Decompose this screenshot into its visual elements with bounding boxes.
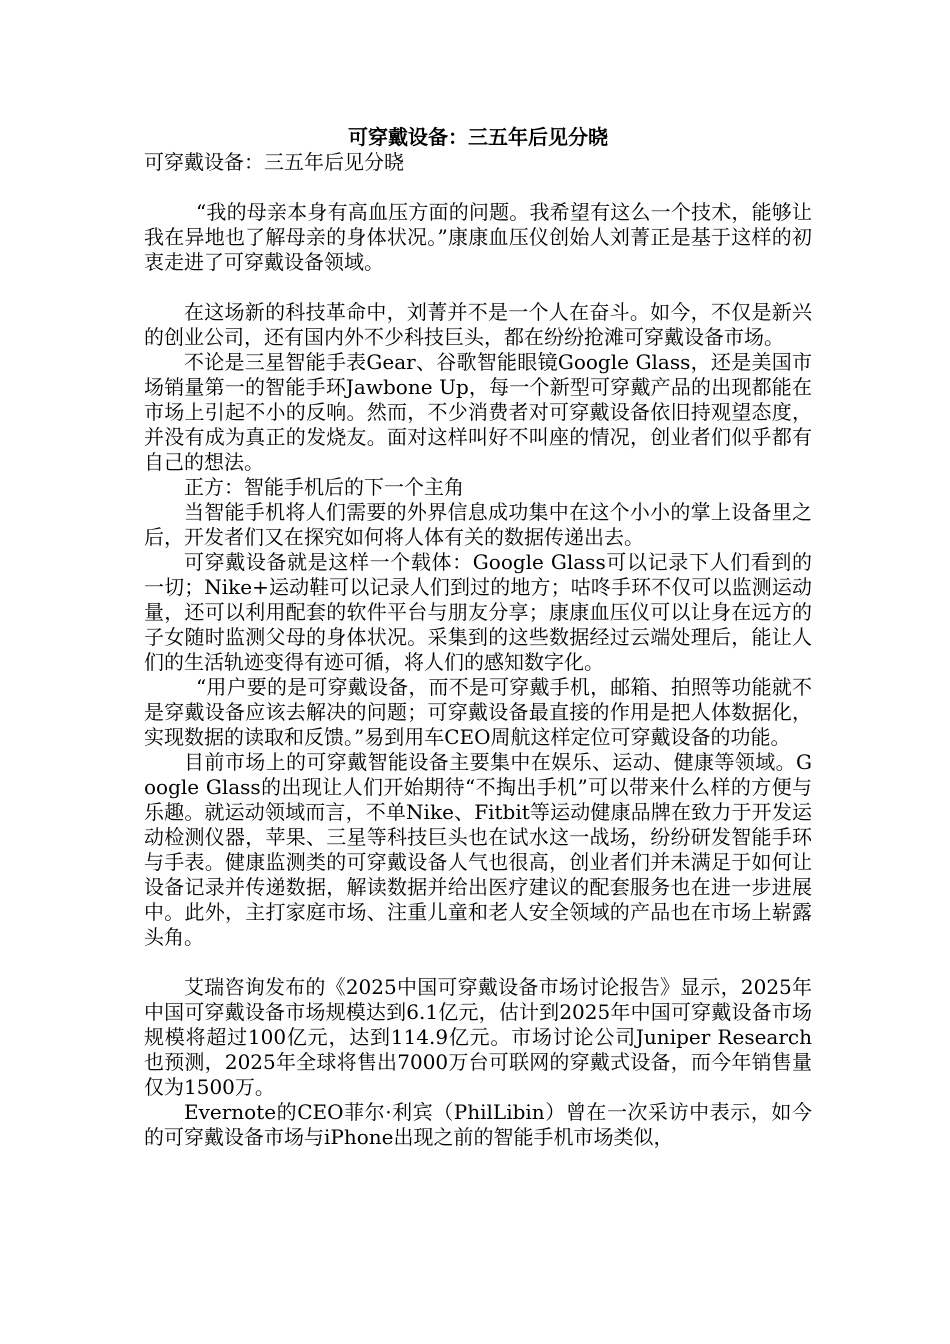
- paragraph-gap: [144, 950, 812, 975]
- paragraph-5: 可穿戴设备就是这样一个载体：Google Glass可以记录下人们看到的一切；Nike+运动鞋可以记录人们到过的地方；咕咚手环不仅可以监测运动量，还可以利用配套的软件平台与朋友分享；康康血压仪可以让身在远方的子女随时监测父母的身体状况。采集到的这些数据经过云端处理后，能让人们的生活轨迹变得有迹可循，将人们的感知数字化。: [144, 550, 812, 674]
- document-page: [144, 118, 812, 1150]
- paragraph-1: “我的母亲本身有高血压方面的问题。我希望有这么一个技术，能够让我在异地也了解母亲的身体状况。”康康血压仪创始人刘菁正是基于这样的初衷走进了可穿戴设备领域。: [144, 200, 812, 274]
- paragraph-4: 当智能手机将人们需要的外界信息成功集中在这个小小的掌上设备里之后，开发者们又在探究如何将人体有关的数据传递出去。: [144, 500, 812, 549]
- paragraph-gap: [144, 275, 812, 300]
- document-subtitle: 可穿戴设备：三五年后见分晓: [144, 150, 404, 174]
- document-title: 可穿戴设备：三五年后见分晓: [348, 125, 608, 149]
- paragraph-6: “用户要的是可穿戴设备，而不是可穿戴手机，邮箱、拍照等功能就不是穿戴设备应该去解决的问题；可穿戴设备最直接的作用是把人体数据化，实现数据的读取和反馈。”易到用车CEO周航这样定位可穿戴设备的功能。: [144, 675, 812, 749]
- paragraph-8: 艾瑞咨询发布的《2025中国可穿戴设备市场讨论报告》显示，2025年中国可穿戴设备市场规模达到6.1亿元，估计到2025年中国可穿戴设备市场规模将超过100亿元，达到114.9亿元。市场讨论公司Juniper Research也预测，2025年全球将售出7000万台可联网的穿戴式设备，而今年销售量仅为1500万。: [144, 975, 812, 1099]
- paragraph-3: 不论是三星智能手表Gear、谷歌智能眼镜Google Glass，还是美国市场销量第一的智能手环Jawbone Up，每一个新型可穿戴产品的出现都能在市场上引起不小的反响。然而，不少消费者对可穿戴设备依旧持观望态度，并没有成为真正的发烧友。面对这样叫好不叫座的情况，创业者们似乎都有自己的想法。: [144, 350, 812, 474]
- paragraph-2: 在这场新的科技革命中，刘菁并不是一个人在奋斗。如今，不仅是新兴的创业公司，还有国内外不少科技巨头，都在纷纷抢滩可穿戴设备市场。: [144, 300, 812, 349]
- paragraph-7: 目前市场上的可穿戴智能设备主要集中在娱乐、运动、健康等领域。Google Glass的出现让人们开始期待“不掏出手机”可以带来什么样的方便与乐趣。就运动领域而言，不单Nike、Fitbit等运动健康品牌在致力于开发运动检测仪器，苹果、三星等科技巨头也在试水这一战场，纷纷研发智能手环与手表。健康监测类的可穿戴设备人气也很高，创业者们并未满足于如何让设备记录并传递数据，解读数据并给出医疗建议的配套服务也在进一步进展中。此外，主打家庭市场、注重儿童和老人安全领域的产品也在市场上崭露头角。: [144, 750, 812, 949]
- paragraph-9: Evernote的CEO菲尔·利宾（PhilLibin）曾在一次采访中表示，如今的可穿戴设备市场与iPhone出现之前的智能手机市场类似，: [144, 1100, 812, 1149]
- paragraph-gap: [144, 175, 812, 200]
- section-heading: 正方：智能手机后的下一个主角: [184, 475, 464, 499]
